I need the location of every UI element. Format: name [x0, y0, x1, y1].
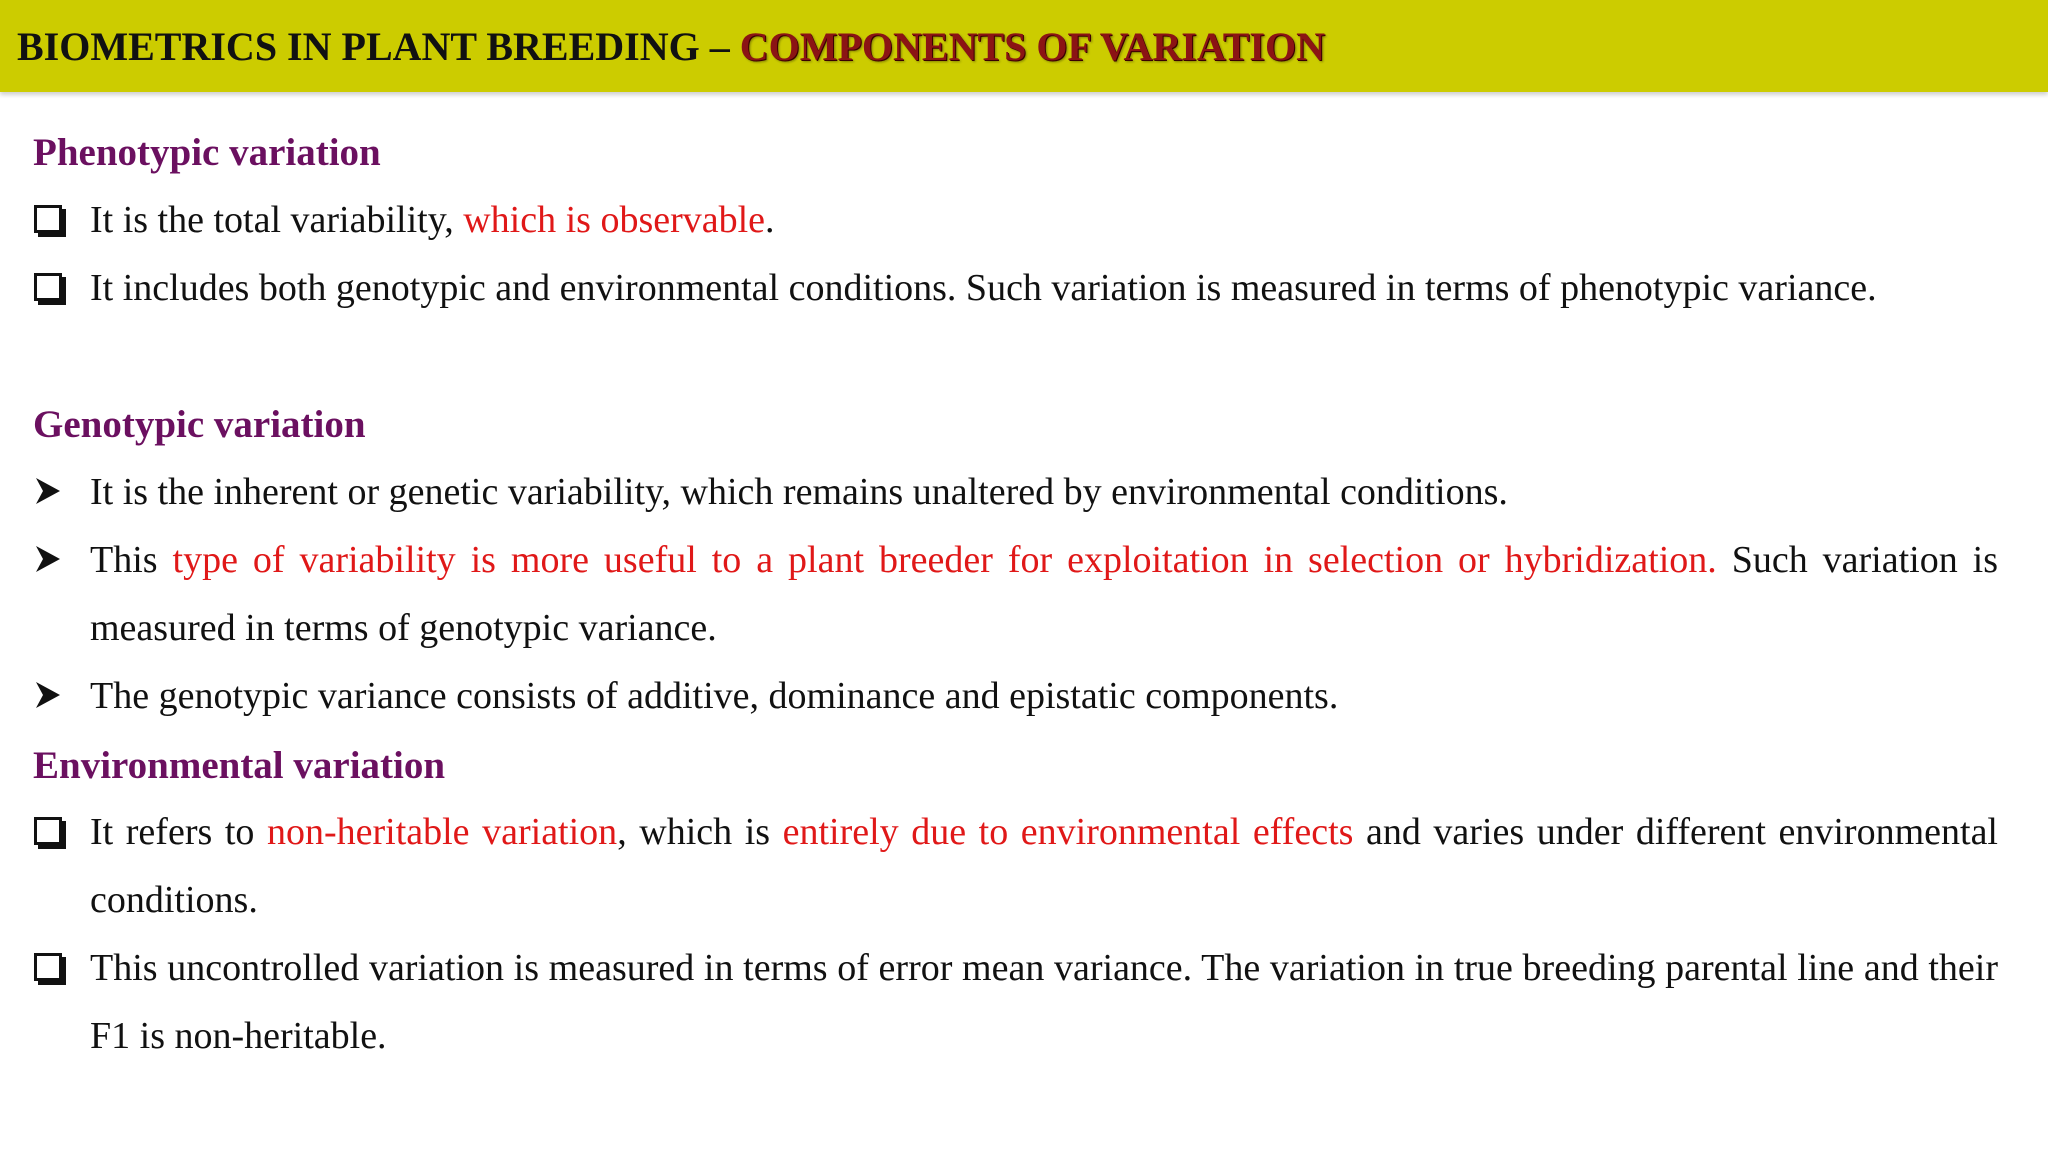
slide-title — [17, 24, 1325, 69]
bullet-text — [90, 662, 1998, 730]
bullet-text — [90, 934, 1998, 1070]
square-checkbox-icon — [34, 273, 68, 307]
heading-environmental-variation: Environmental variation — [33, 744, 446, 787]
title-bar — [0, 0, 2048, 92]
bullet-text — [90, 186, 1998, 254]
text-run: This — [90, 539, 173, 581]
bullet-text — [90, 798, 1998, 934]
text-run: It is the inherent or genetic variability, which remains unaltered by environmental conditions. — [90, 471, 1508, 513]
heading-phenotypic-variation: Phenotypic variation — [33, 131, 381, 174]
text-run: Such variation is measured in terms of genotypic variance. — [90, 539, 1999, 649]
arrowhead-icon — [34, 474, 68, 508]
bullet-text — [90, 526, 1998, 662]
title-accent: COMPONENTS OF VARIATION — [739, 24, 1325, 69]
text-run: . — [765, 199, 775, 241]
bullet-text — [90, 458, 1998, 526]
text-run: This uncontrolled variation is measured in terms of error mean variance. The variation in true breeding parental line and their F1 is non-heritable. — [90, 947, 1998, 1057]
square-checkbox-icon — [34, 953, 68, 987]
text-run: and varies under different environmental conditions. — [90, 811, 1998, 921]
title-prefix: BIOMETRICS IN PLANT BREEDING – — [17, 24, 740, 69]
square-checkbox-icon — [34, 205, 68, 239]
text-run: It refers to — [90, 811, 267, 853]
text-run: It is the total variability, — [90, 199, 464, 241]
text-run: , which is — [617, 811, 783, 853]
highlight-run: type of variability is more useful to a plant breeder for exploitation in selection or hybridization. — [172, 539, 1717, 581]
arrowhead-icon — [34, 678, 68, 712]
arrowhead-icon — [34, 542, 68, 576]
bullet-text — [90, 254, 1998, 322]
highlight-run: non-heritable variation — [266, 811, 618, 853]
text-run: It includes both genotypic and environmental conditions. Such variation is measured in terms of phenotypic variance. — [90, 267, 1877, 309]
highlight-run: which is observable — [463, 199, 766, 241]
highlight-run: entirely due to environmental effects — [782, 811, 1354, 853]
text-run: The genotypic variance consists of additive, dominance and epistatic components. — [90, 675, 1339, 717]
square-checkbox-icon — [34, 817, 68, 851]
heading-genotypic-variation: Genotypic variation — [33, 403, 366, 446]
